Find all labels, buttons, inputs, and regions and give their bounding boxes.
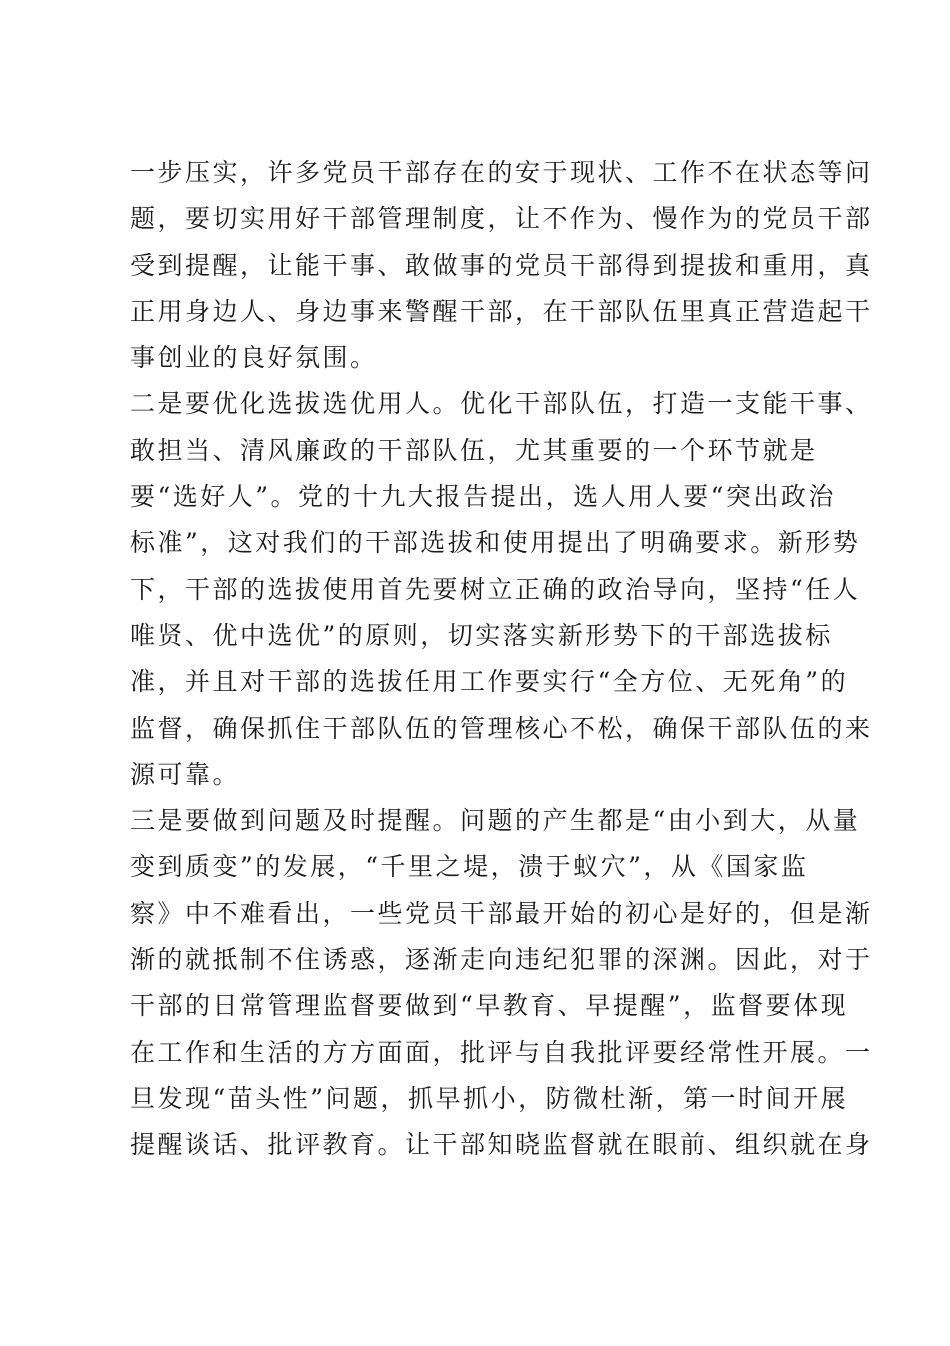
text-line: 二是要优化选拔选优用人。优化干部队伍，打造一支能干事、 — [130, 389, 873, 419]
text-line: 提醒谈话、批评教育。让干部知晓监督就在眼前、组织就在身 — [130, 1130, 873, 1160]
text-line: 三是要做到问题及时提醒。问题的产生都是“由小到大，从量 — [130, 806, 861, 836]
text-line: 下，干部的选拔使用首先要树立正确的政治导向，坚持“任人 — [130, 574, 861, 604]
text-line: 干部的日常管理监督要做到“早教育、早提醒”，监督要体现 — [130, 991, 849, 1021]
text-line: 正用身边人、身边事来警醒干部，在干部队伍里真正营造起干 — [130, 296, 873, 326]
text-line: 旦发现“苗头性”问题，抓早抓小，防微杜渐，第一时间开展 — [130, 1083, 849, 1113]
text-line: 事创业的良好氛围。 — [130, 343, 378, 373]
text-line: 标准”，这对我们的干部选拔和使用提出了明确要求。新形势 — [130, 528, 861, 558]
text-line: 察》中不难看出，一些党员干部最开始的初心是好的，但是渐 — [130, 898, 873, 928]
text-line: 唯贤、优中选优”的原则，切实落实新形势下的干部选拔标 — [130, 620, 833, 650]
text-line: 敢担当、清风廉政的干部队伍，尤其重要的一个环节就是 — [130, 435, 818, 465]
document-body — [130, 150, 873, 1169]
text-line: 源可靠。 — [130, 759, 241, 789]
text-line: 渐的就抵制不住诱惑，逐渐走向违纪犯罪的深渊。因此，对于 — [130, 945, 873, 975]
text-line: 要“选好人”。党的十九大报告提出，选人用人要“突出政治 — [130, 482, 836, 512]
text-line: 题，要切实用好干部管理制度，让不作为、慢作为的党员干部 — [130, 204, 873, 234]
text-line: 变到质变”的发展，“千里之堤，溃于蚁穴”，从《国家监 — [130, 852, 809, 882]
text-line: 准，并且对干部的选拔任用工作要实行“全方位、无死角”的 — [130, 667, 849, 697]
text-line: 一步压实，许多党员干部存在的安于现状、工作不在状态等问 — [130, 158, 873, 187]
text-line: 受到提醒，让能干事、敢做事的党员干部得到提拔和重用，真 — [130, 250, 873, 280]
text-line: 监督，确保抓住干部队伍的管理核心不松，确保干部队伍的来 — [130, 713, 873, 743]
text-line: 在工作和生活的方方面面，批评与自我批评要经常性开展。一 — [130, 1037, 873, 1067]
